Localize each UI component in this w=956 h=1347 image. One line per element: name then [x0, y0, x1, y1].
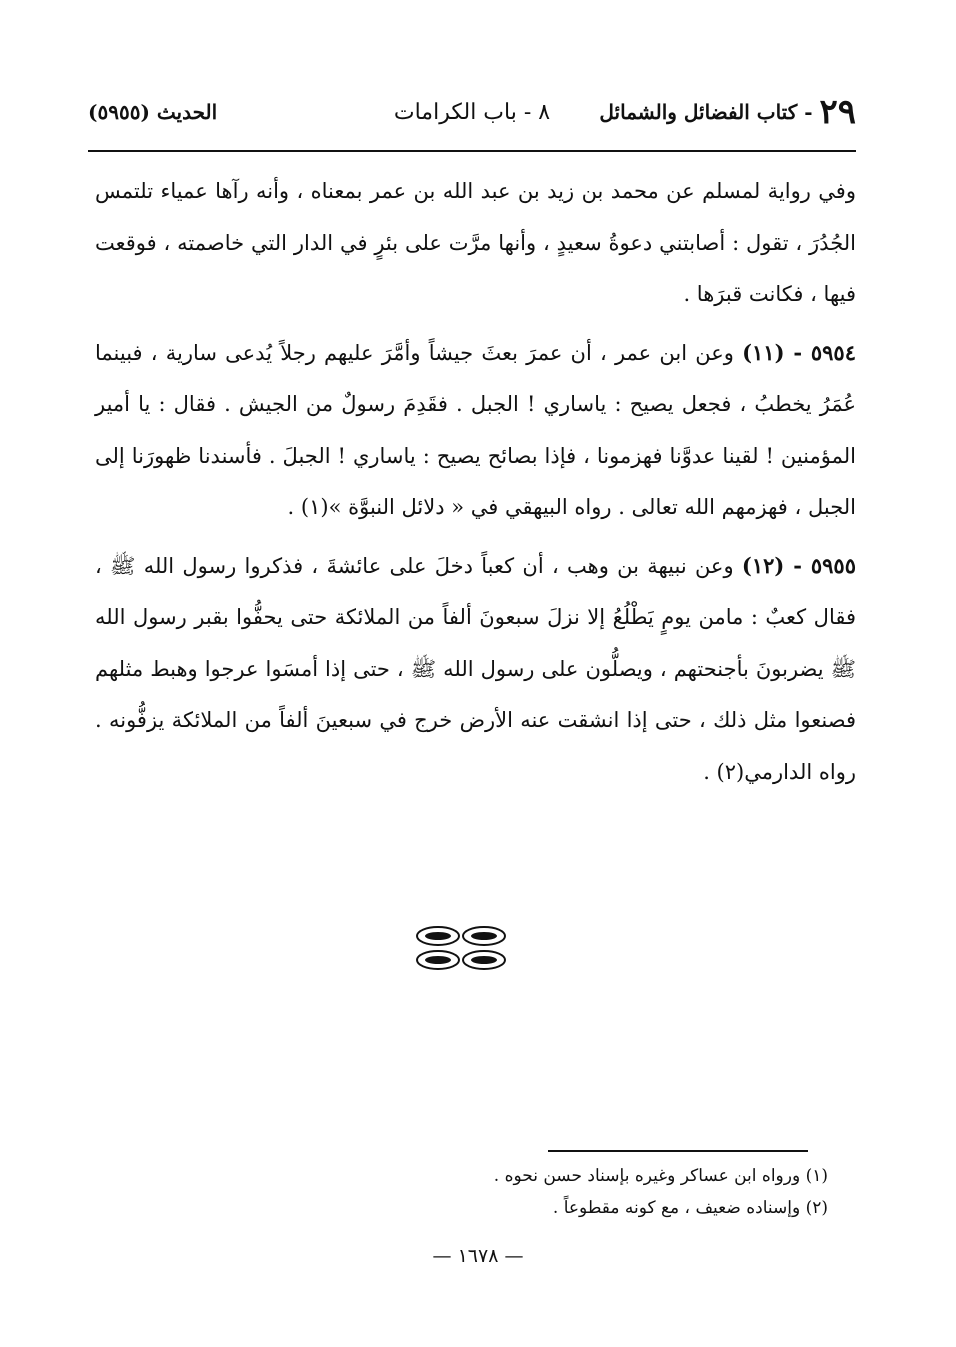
paragraph-continuation — [95, 165, 856, 321]
footnote-1: (١) ورواه ابن عساكر وغيره بإسناد حسن نحوه . — [493, 1166, 828, 1186]
hadith-number: ٥٩٥٤ - (١١) — [742, 339, 856, 365]
main-text — [95, 165, 856, 804]
footnote-divider — [548, 1150, 808, 1152]
chapter-title: ٨ - باب الكرامات — [393, 100, 551, 125]
paragraph-text: وعن نبيهة بن وهب ، أن كعباً دخلَ على عائشةَ ، فذكروا رسول الله ﷺ ، فقال كعبٌ : مامن يومٍ يَطْلُعُ إلا نزلَ سبعونَ ألفاً من الملائكة حتى يحفُّوا بقبر رسول الله ﷺ يضربونَ بأجنحتهم ، ويصلُّون على رسول الله ﷺ ، حتى إذا أمسَوا عرجوا وهبط مثلهم فصنعوا مثل ذلك ، حتى إذا انشقت عنه الأرض خرج في سبعينَ ألفاً من الملائكة يزفُّونه . رواه الدارمي(٢) . — [95, 553, 856, 784]
paragraph-hadith-5955 — [95, 540, 856, 799]
hadith-number: ٥٩٥٥ - (١٢) — [741, 552, 856, 578]
paragraph-text: وعن ابن عمر ، أن عمرَ بعثَ جيشاً وأمَّرَ عليهم رجلاً يُدعى سارية ، فبينما عُمَرُ يخطبُ ، فجعل يصيح : ياساري ! الجبل . فقَدِمَ رسولٌ من الجيش . فقال : يا أمير المؤمنين ! لقينا عدوَّنا فهزمونا ، فإذا بصائح يصيح : ياساري ! الجبلَ . فأسندنا ظهورَنا إلى الجبل ، فهزمهم الله تعالى . رواه البيهقي في « دلائل النبوَّة »(١) . — [95, 340, 856, 519]
footnote-2: (٢) وإسناده ضعيف ، مع كونه مقطوعاً . — [552, 1198, 828, 1218]
paragraph-text: وفي رواية لمسلم عن محمد بن زيد بن عبد الله بن عمر بمعناه ، وأنه رآها عمياء تلتمس الجُدُرَ ، تقول : أصابتني دعوةُ سعيدٍ ، وأنها مرَّت على بئرٍ في الدار التي خاصمته ، فوقعت فيها ، فكانت قبرَها . — [95, 179, 856, 306]
ornament-icon — [414, 924, 508, 972]
header-divider — [88, 150, 856, 152]
hadith-reference: الحديث (٥٩٥٥) — [88, 100, 218, 124]
volume-number: ٢٩ — [819, 92, 856, 132]
running-header — [88, 92, 856, 144]
paragraph-hadith-5954 — [95, 327, 856, 534]
page-number: — ١٦٧٨ — — [432, 1245, 524, 1267]
book-title-text: - كتاب الفضائل والشمائل — [599, 100, 813, 124]
footnotes — [348, 1160, 828, 1224]
